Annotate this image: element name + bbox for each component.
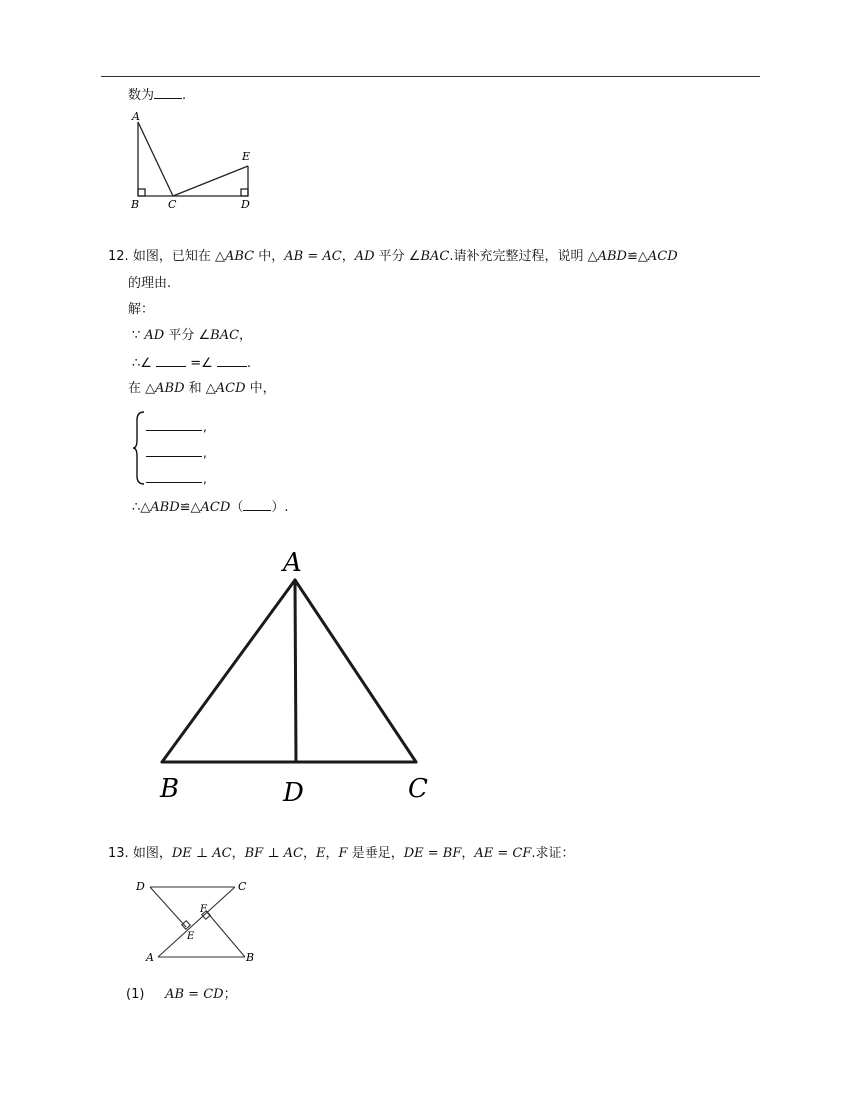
q13-part1: (1) AB = CD； (126, 987, 237, 1002)
top-fragment: 数为 . (128, 88, 187, 103)
q11-label-b: B (131, 198, 140, 211)
q11-label-a: A (132, 110, 140, 123)
angle-blank-1[interactable] (156, 354, 186, 367)
q12-step2: ∴∠ =∠ . (132, 356, 252, 371)
q13-label-c: C (238, 880, 247, 893)
q12-conclusion: ∴△ABD≌△ACD（ ）. (132, 500, 289, 515)
q11-label-d: D (241, 198, 250, 211)
brace-condition-3[interactable]: , (146, 470, 206, 488)
brace-condition-2[interactable]: , (146, 444, 206, 462)
q12-label-c: C (408, 774, 428, 804)
q13-label-e: E (187, 931, 195, 942)
q12-solution-label: 解： (128, 302, 155, 317)
header-rule (101, 76, 760, 77)
q13-label-f: F (200, 904, 207, 915)
brace-symbol (132, 410, 146, 486)
q12-step1: ∵ AD 平分 ∠BAC， (132, 328, 253, 343)
q12-stem: 12. 如图，已知在 △ABC 中，AB = AC，AD 平分 ∠BAC.请补充完整过程，说明 △ABD≌△ACD (108, 249, 678, 264)
q12-figure (150, 545, 450, 815)
q11-label-c: C (168, 198, 177, 211)
q13-label-b: B (246, 951, 255, 964)
q13-stem: 13. 如图，DE ⊥ AC，BF ⊥ AC，E，F 是垂足，DE = BF，AE = CF.求证： (108, 846, 575, 861)
reason-blank[interactable] (243, 498, 271, 511)
q12-label-d: D (283, 778, 304, 808)
brace-condition-1[interactable]: , (146, 418, 206, 436)
answer-blank[interactable] (154, 86, 182, 99)
q12-label-b: B (160, 774, 180, 804)
q13-label-a: A (146, 951, 154, 964)
q12-step3: 在 △ABD 和 △ACD 中， (128, 381, 276, 396)
q12-stem-line2: 的理由. (128, 276, 172, 291)
q13-figure (130, 875, 270, 975)
q13-label-d: D (136, 880, 145, 893)
q11-figure (128, 108, 268, 218)
angle-blank-2[interactable] (217, 354, 247, 367)
q12-label-a: A (283, 548, 302, 578)
q11-label-e: E (242, 150, 251, 163)
